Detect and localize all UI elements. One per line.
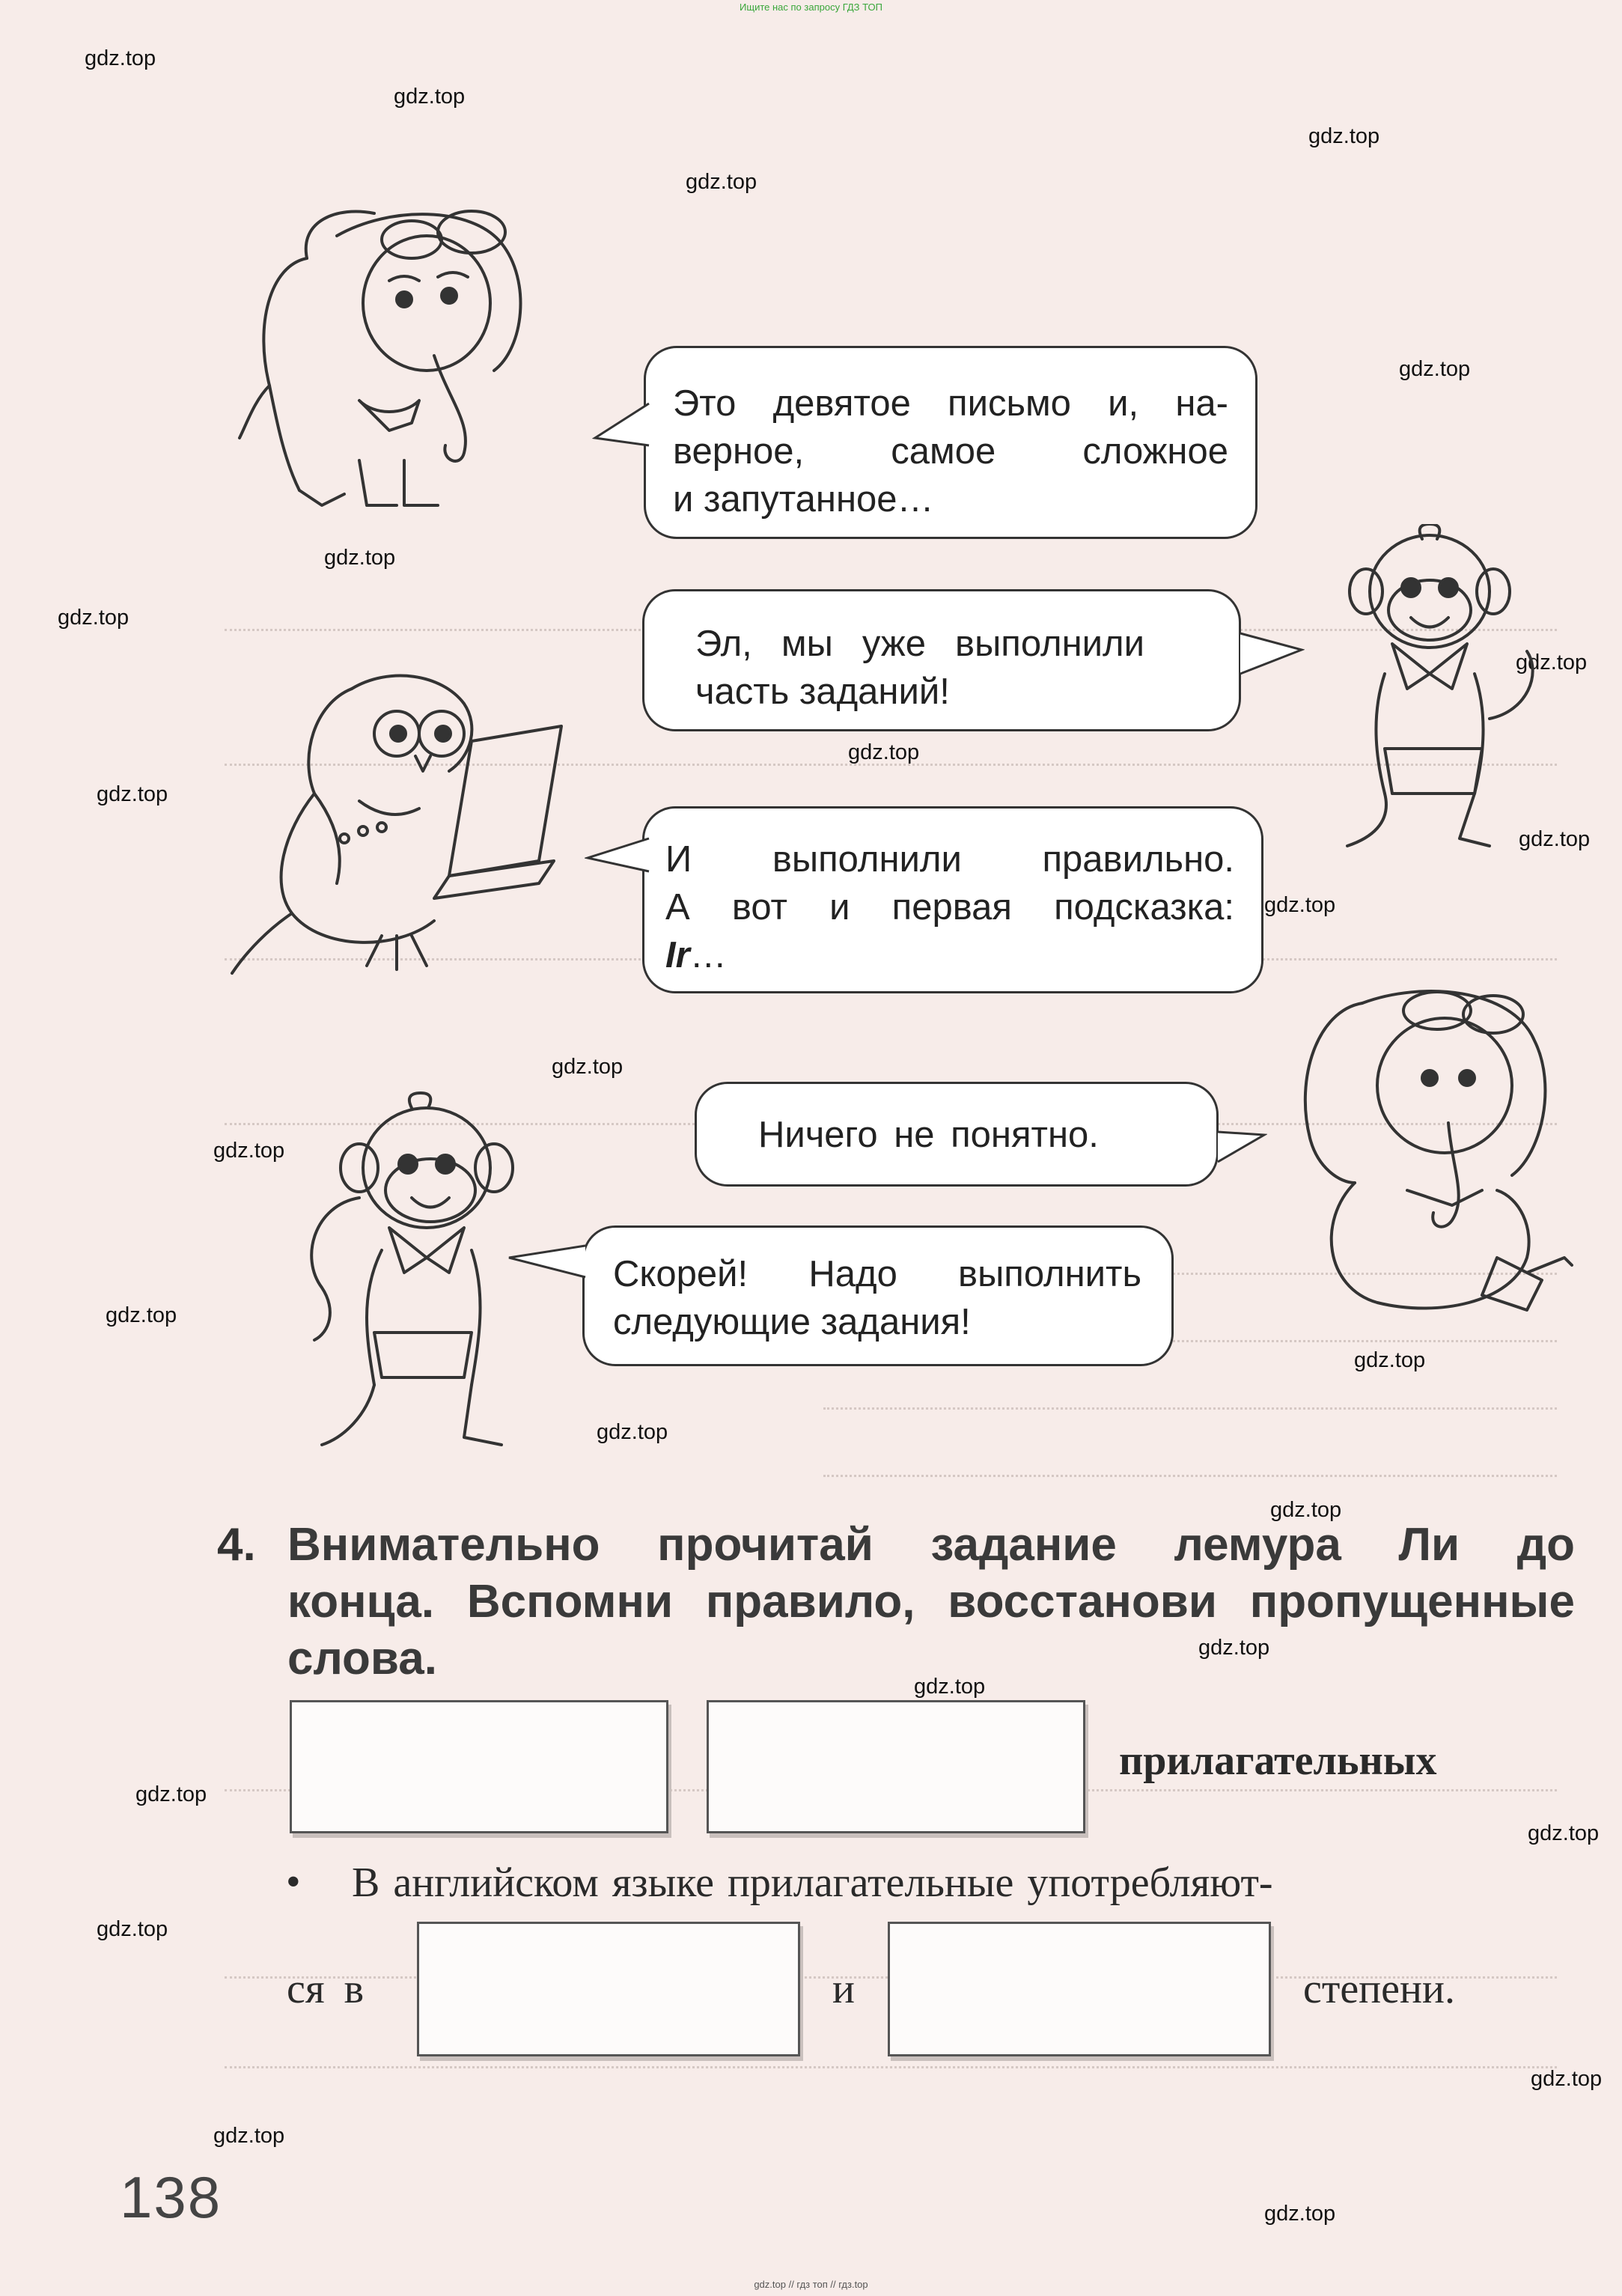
bubble-line: Скорей! Надо выполнить xyxy=(613,1254,1141,1294)
watermark: gdz.top xyxy=(58,606,129,630)
conjunction-and: и xyxy=(832,1966,855,2012)
bubble-tail xyxy=(585,831,652,883)
task-number: 4. xyxy=(217,1519,256,1571)
word-adjectives: прилагательных xyxy=(1119,1738,1437,1784)
bullet: • xyxy=(286,1859,301,1905)
bubble-line: следующие задания! xyxy=(613,1302,971,1342)
watermark: gdz.top xyxy=(1528,1821,1600,1845)
bubble-line: Это девятое письмо и, на- xyxy=(673,383,1228,424)
watermark: gdz.top xyxy=(97,1917,168,1941)
watermark: gdz.top xyxy=(686,170,757,194)
bubble-line: часть заданий! xyxy=(695,672,950,712)
watermark: gdz.top xyxy=(324,546,396,570)
speech-bubble-monkey-2 xyxy=(582,1225,1174,1366)
watermark: gdz.top xyxy=(106,1303,177,1327)
bubble-tail xyxy=(592,401,652,453)
answer-box-3[interactable] xyxy=(417,1922,800,2056)
speech-bubble-elephant-2 xyxy=(695,1082,1219,1187)
sentence-end: степени. xyxy=(1303,1966,1455,2012)
watermark: gdz.top xyxy=(1399,357,1471,381)
watermark: gdz.top xyxy=(914,1675,986,1699)
watermark: gdz.top xyxy=(1308,124,1380,148)
bubble-line: верное, самое сложное xyxy=(673,431,1228,472)
watermark: gdz.top xyxy=(1198,1636,1270,1660)
watermark: gdz.top xyxy=(597,1420,668,1444)
bubble-line: Ничего не понятно. xyxy=(758,1115,1099,1155)
elephant-pilot-illustration xyxy=(225,176,576,535)
speech-bubble-elephant xyxy=(644,346,1257,539)
watermark: gdz.top xyxy=(213,2124,285,2148)
watermark: gdz.top xyxy=(848,740,920,764)
watermark: gdz.top xyxy=(135,1782,207,1806)
task-line: конца. Вспомни правило, восстанови пропущенные xyxy=(287,1576,1575,1627)
bubble-line: … xyxy=(689,935,727,975)
watermark: gdz.top xyxy=(213,1139,285,1163)
page-number: 138 xyxy=(120,2164,222,2230)
bubble-tail xyxy=(1237,629,1305,681)
bubble-line: А вот и первая подсказка: xyxy=(665,887,1234,928)
sentence-start: В английском языке прилагательные употребляют- xyxy=(352,1860,1273,1906)
bubble-tail xyxy=(506,1241,588,1286)
speech-bubble-owl xyxy=(642,806,1263,993)
monkey-illustration-left xyxy=(284,1085,539,1460)
elephant-sitting-illustration xyxy=(1272,973,1579,1318)
bubble-line: Эл, мы уже выполнили xyxy=(695,624,1144,664)
top-banner[interactable]: Ищите нас по запросу ГДЗ ТОП xyxy=(740,1,882,13)
watermark: gdz.top xyxy=(85,46,156,70)
task-line: слова. xyxy=(287,1633,437,1684)
watermark: gdz.top xyxy=(1264,2202,1336,2226)
bubble-line: и запутанное… xyxy=(673,479,934,520)
watermark: gdz.top xyxy=(1354,1348,1426,1372)
watermark: gdz.top xyxy=(1516,651,1588,675)
bubble-line: И выполнили правильно. xyxy=(665,839,1234,880)
watermark: gdz.top xyxy=(1531,2067,1603,2091)
speech-bubble-monkey xyxy=(642,589,1241,731)
watermark: gdz.top xyxy=(1270,1498,1342,1522)
task-instruction xyxy=(287,1517,1575,1687)
watermark: gdz.top xyxy=(552,1055,624,1079)
watermark: gdz.top xyxy=(1264,893,1336,917)
monkey-illustration-right xyxy=(1302,524,1557,868)
answer-box-4[interactable] xyxy=(888,1922,1271,2056)
sentence-part2: ся в xyxy=(287,1966,365,2012)
watermark: gdz.top xyxy=(97,782,168,806)
owl-laptop-illustration xyxy=(225,659,576,981)
watermark: gdz.top xyxy=(394,85,466,109)
bubble-tail xyxy=(1215,1129,1267,1166)
answer-box-1[interactable] xyxy=(290,1700,668,1833)
hint-fragment: Ir xyxy=(665,935,690,975)
footer-links[interactable]: gdz.top // гдз топ // гдз.top xyxy=(754,2279,868,2290)
task-line: Внимательно прочитай задание лемура Ли до xyxy=(287,1519,1575,1571)
answer-box-2[interactable] xyxy=(707,1700,1085,1833)
watermark: gdz.top xyxy=(1519,827,1591,851)
